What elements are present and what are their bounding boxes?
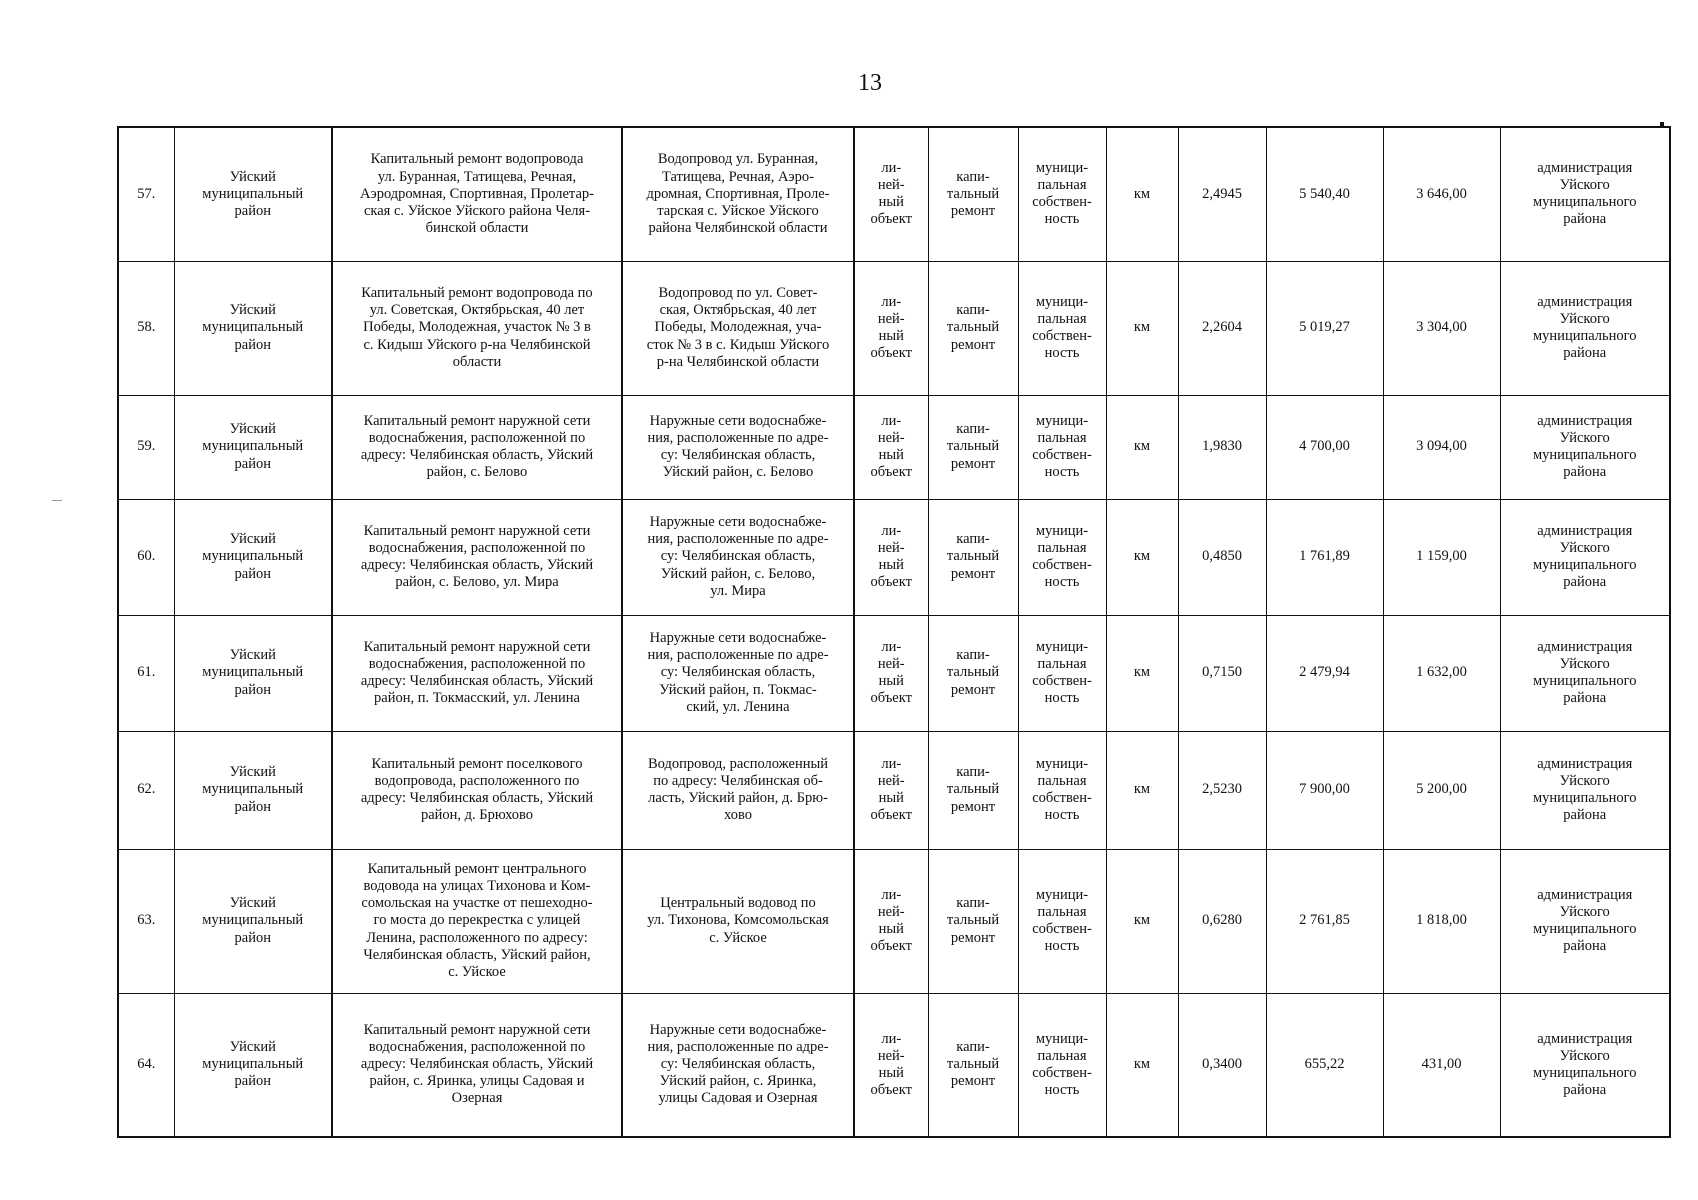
ownership-cell: муници- пальная собствен- ность: [1018, 127, 1106, 261]
cost-cell: 7 900,00: [1266, 731, 1383, 849]
table-row: [118, 849, 1670, 993]
table-row: [118, 499, 1670, 615]
work-description-cell: Капитальный ремонт поселкового водопровода, расположенного по адресу: Челябинская область, Уйский район, д. Брюхово: [332, 731, 622, 849]
length-cell: 0,6280: [1178, 849, 1266, 993]
ownership-cell: муници- пальная собствен- ность: [1018, 849, 1106, 993]
funds-cell: 1 632,00: [1383, 615, 1500, 731]
cost-cell: 4 700,00: [1266, 395, 1383, 499]
ownership-cell: муници- пальная собствен- ность: [1018, 499, 1106, 615]
cost-cell: 1 761,89: [1266, 499, 1383, 615]
customer-cell: администрация Уйского муниципального района: [1500, 499, 1670, 615]
object-name-cell: Наружные сети водоснабже- ния, расположенные по адре- су: Челябинская область, Уйский район, с. Яринка, улицы Садовая и Озерная: [622, 993, 854, 1137]
object-name-cell: Водопровод, расположенный по адресу: Челябинская об- ласть, Уйский район, д. Брю- хово: [622, 731, 854, 849]
customer-cell: администрация Уйского муниципального района: [1500, 993, 1670, 1137]
work-kind-cell: капи- тальный ремонт: [928, 615, 1018, 731]
work-description-cell: Капитальный ремонт наружной сети водоснабжения, расположенной по адресу: Челябинская область, Уйский район, с. Яринка, улицы Садовая и Озерная: [332, 993, 622, 1137]
district-cell: Уйский муниципальный район: [174, 731, 332, 849]
funds-cell: 3 094,00: [1383, 395, 1500, 499]
customer-cell: администрация Уйского муниципального района: [1500, 261, 1670, 395]
district-cell: Уйский муниципальный район: [174, 993, 332, 1137]
district-cell: Уйский муниципальный район: [174, 261, 332, 395]
table-body: [118, 127, 1670, 1137]
object-name-cell: Наружные сети водоснабже- ния, расположенные по адре- су: Челябинская область, Уйский район, п. Токмас- ский, ул. Ленина: [622, 615, 854, 731]
district-cell: Уйский муниципальный район: [174, 615, 332, 731]
work-kind-cell: капи- тальный ремонт: [928, 395, 1018, 499]
customer-cell: администрация Уйского муниципального района: [1500, 127, 1670, 261]
funds-cell: 1 159,00: [1383, 499, 1500, 615]
object-type-cell: ли- ней- ный объект: [854, 849, 928, 993]
object-type-cell: ли- ней- ный объект: [854, 499, 928, 615]
length-cell: 1,9830: [1178, 395, 1266, 499]
work-kind-cell: капи- тальный ремонт: [928, 127, 1018, 261]
object-type-cell: ли- ней- ный объект: [854, 615, 928, 731]
table-row: [118, 127, 1670, 261]
work-description-cell: Капитальный ремонт наружной сети водоснабжения, расположенной по адресу: Челябинская область, Уйский район, п. Токмасский, ул. Ленина: [332, 615, 622, 731]
work-description-cell: Капитальный ремонт водопровода по ул. Советская, Октябрьская, 40 лет Победы, Молодежная, участок № 3 в с. Кидыш Уйского р-на Челябинской области: [332, 261, 622, 395]
unit-cell: км: [1106, 261, 1178, 395]
funds-cell: 431,00: [1383, 993, 1500, 1137]
table-row: [118, 615, 1670, 731]
unit-cell: км: [1106, 127, 1178, 261]
row-number: 62.: [118, 731, 174, 849]
page-number: 13: [858, 70, 882, 96]
customer-cell: администрация Уйского муниципального района: [1500, 395, 1670, 499]
funds-cell: 5 200,00: [1383, 731, 1500, 849]
object-type-cell: ли- ней- ный объект: [854, 395, 928, 499]
work-description-cell: Капитальный ремонт центрального водовода на улицах Тихонова и Ком- сомольская на участке от пешеходно- го моста до перекрестка с улицей Ленина, расположенного по адресу: Челябинская область, Уйский район, с. Уйское: [332, 849, 622, 993]
work-description-cell: Капитальный ремонт наружной сети водоснабжения, расположенной по адресу: Челябинская область, Уйский район, с. Белово, ул. Мира: [332, 499, 622, 615]
customer-cell: администрация Уйского муниципального района: [1500, 849, 1670, 993]
row-number: 63.: [118, 849, 174, 993]
length-cell: 2,2604: [1178, 261, 1266, 395]
customer-cell: администрация Уйского муниципального района: [1500, 731, 1670, 849]
object-type-cell: ли- ней- ный объект: [854, 261, 928, 395]
object-type-cell: ли- ней- ный объект: [854, 731, 928, 849]
unit-cell: км: [1106, 499, 1178, 615]
cost-cell: 2 761,85: [1266, 849, 1383, 993]
unit-cell: км: [1106, 615, 1178, 731]
margin-mark: [52, 500, 62, 501]
unit-cell: км: [1106, 849, 1178, 993]
ownership-cell: муници- пальная собствен- ность: [1018, 993, 1106, 1137]
ownership-cell: муници- пальная собствен- ность: [1018, 731, 1106, 849]
objects-table: [117, 126, 1671, 1138]
object-name-cell: Наружные сети водоснабже- ния, расположенные по адре- су: Челябинская область, Уйский район, с. Белово, ул. Мира: [622, 499, 854, 615]
row-number: 59.: [118, 395, 174, 499]
district-cell: Уйский муниципальный район: [174, 127, 332, 261]
work-kind-cell: капи- тальный ремонт: [928, 261, 1018, 395]
length-cell: 2,4945: [1178, 127, 1266, 261]
customer-cell: администрация Уйского муниципального района: [1500, 615, 1670, 731]
ownership-cell: муници- пальная собствен- ность: [1018, 395, 1106, 499]
ownership-cell: муници- пальная собствен- ность: [1018, 261, 1106, 395]
work-kind-cell: капи- тальный ремонт: [928, 849, 1018, 993]
work-kind-cell: капи- тальный ремонт: [928, 499, 1018, 615]
row-number: 58.: [118, 261, 174, 395]
work-description-cell: Капитальный ремонт наружной сети водоснабжения, расположенной по адресу: Челябинская область, Уйский район, с. Белово: [332, 395, 622, 499]
object-name-cell: Водопровод ул. Буранная, Татищева, Речная, Аэро- дромная, Спортивная, Проле- тарская с. Уйское Уйского района Челябинской области: [622, 127, 854, 261]
table-row: [118, 395, 1670, 499]
object-type-cell: ли- ней- ный объект: [854, 127, 928, 261]
ownership-cell: муници- пальная собствен- ность: [1018, 615, 1106, 731]
table-row: [118, 731, 1670, 849]
length-cell: 0,3400: [1178, 993, 1266, 1137]
funds-cell: 1 818,00: [1383, 849, 1500, 993]
row-number: 57.: [118, 127, 174, 261]
district-cell: Уйский муниципальный район: [174, 395, 332, 499]
object-name-cell: Водопровод по ул. Совет- ская, Октябрьская, 40 лет Победы, Молодежная, уча- сток № 3 в с. Кидыш Уйского р-на Челябинской области: [622, 261, 854, 395]
row-number: 61.: [118, 615, 174, 731]
unit-cell: км: [1106, 993, 1178, 1137]
object-type-cell: ли- ней- ный объект: [854, 993, 928, 1137]
district-cell: Уйский муниципальный район: [174, 499, 332, 615]
length-cell: 0,4850: [1178, 499, 1266, 615]
unit-cell: км: [1106, 731, 1178, 849]
object-name-cell: Наружные сети водоснабже- ния, расположенные по адре- су: Челябинская область, Уйский район, с. Белово: [622, 395, 854, 499]
row-number: 64.: [118, 993, 174, 1137]
work-kind-cell: капи- тальный ремонт: [928, 731, 1018, 849]
length-cell: 0,7150: [1178, 615, 1266, 731]
row-number: 60.: [118, 499, 174, 615]
table-row: [118, 993, 1670, 1137]
work-kind-cell: капи- тальный ремонт: [928, 993, 1018, 1137]
cost-cell: 655,22: [1266, 993, 1383, 1137]
cost-cell: 5 019,27: [1266, 261, 1383, 395]
length-cell: 2,5230: [1178, 731, 1266, 849]
funds-cell: 3 646,00: [1383, 127, 1500, 261]
district-cell: Уйский муниципальный район: [174, 849, 332, 993]
cost-cell: 5 540,40: [1266, 127, 1383, 261]
work-description-cell: Капитальный ремонт водопровода ул. Буранная, Татищева, Речная, Аэродромная, Спортивная, Пролетар- ская с. Уйское Уйского района Челя- бинской области: [332, 127, 622, 261]
object-name-cell: Центральный водовод по ул. Тихонова, Комсомольская с. Уйское: [622, 849, 854, 993]
table-row: [118, 261, 1670, 395]
funds-cell: 3 304,00: [1383, 261, 1500, 395]
cost-cell: 2 479,94: [1266, 615, 1383, 731]
unit-cell: км: [1106, 395, 1178, 499]
